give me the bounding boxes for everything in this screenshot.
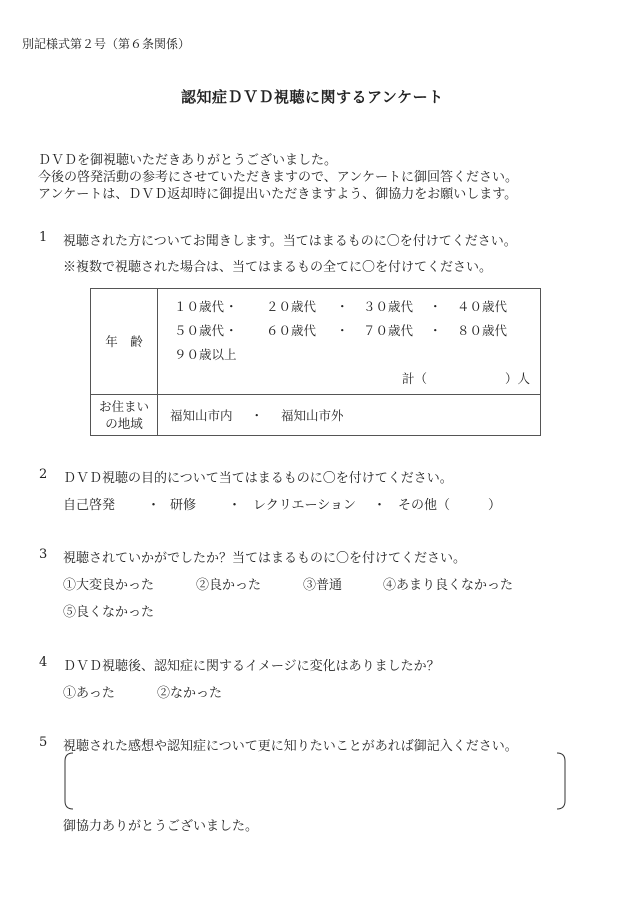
age-option[interactable]: ７０歳代	[363, 322, 414, 338]
residence-label	[91, 395, 158, 436]
intro-line-3: アンケートは、ＤＶＤ返却時に御提出いただきますよう、御協力をお願いします。	[38, 187, 518, 202]
age-total-row	[158, 369, 540, 393]
residence-label-line-1: お住まい	[98, 399, 149, 414]
page-title: 認知症ＤＶＤ視聴に関するアンケート	[181, 88, 444, 106]
q3-number: 3	[39, 547, 48, 562]
age-option[interactable]: ４０歳代	[457, 298, 508, 314]
q2-option[interactable]: 研修	[170, 498, 197, 513]
age-row-3	[158, 345, 540, 369]
age-row-1	[158, 297, 540, 321]
separator-dot: ・	[250, 408, 264, 423]
q2-number: 2	[39, 467, 48, 482]
total-suffix: ）人	[505, 370, 531, 386]
age-row-2	[158, 321, 540, 345]
separator-dot: ・	[336, 298, 349, 314]
separator-dot: ・	[429, 322, 442, 338]
age-option[interactable]: ２０歳代	[266, 298, 317, 314]
separator-dot: ・	[225, 298, 238, 314]
residence-option[interactable]: 福知山市外	[281, 408, 344, 423]
separator-dot: ・	[373, 498, 387, 513]
comment-area[interactable]	[63, 752, 567, 810]
residence-label-line-2: の地域	[105, 416, 143, 431]
q4-number: 4	[39, 655, 48, 670]
separator-dot: ・	[225, 322, 238, 338]
q2-option-other[interactable]: その他（	[398, 498, 451, 513]
q3-option[interactable]: ④あまり良くなかった	[383, 578, 514, 593]
form-id: 別記様式第２号（第６条関係）	[22, 37, 191, 51]
right-bracket	[557, 753, 565, 809]
q4-option[interactable]: ②なかった	[157, 686, 223, 701]
q3-option[interactable]: ①大変良かった	[63, 578, 155, 593]
age-option[interactable]: ９０歳以上	[174, 346, 237, 362]
q1-note: ※複数で視聴された場合は、当てはまるもの全てに〇を付けてください。	[63, 260, 493, 275]
residence-option[interactable]: 福知山市内	[170, 408, 233, 423]
separator-dot: ・	[147, 498, 161, 513]
q1-number: 1	[39, 230, 48, 245]
q1-table	[90, 288, 541, 436]
separator-dot: ・	[429, 298, 442, 314]
age-options	[158, 289, 541, 395]
total-prefix: 計（	[402, 370, 428, 386]
separator-dot: ・	[228, 498, 242, 513]
q3-option[interactable]: ③普通	[303, 578, 343, 593]
q5-text: 視聴された感想や認知症について更に知りたいことがあれば御記入ください。	[63, 739, 518, 754]
separator-dot: ・	[336, 322, 349, 338]
q2-text: ＤＶＤ視聴の目的について当てはまるものに〇を付けてください。	[63, 471, 453, 486]
age-option[interactable]: １０歳代	[174, 298, 225, 314]
intro-line-1: ＤＶＤを御視聴いただきありがとうございました。	[38, 153, 338, 168]
q3-text: 視聴されていかがでしたか？当てはまるものに〇を付けてください。	[63, 551, 467, 566]
closing-text: 御協力ありがとうございました。	[63, 819, 259, 834]
age-option[interactable]: ８０歳代	[457, 322, 508, 338]
q2-option[interactable]: 自己啓発	[63, 498, 116, 513]
q2-option-other-close: ）	[488, 498, 502, 513]
q2-option[interactable]: レクリエーション	[253, 498, 356, 513]
q4-text: ＤＶＤ視聴後、認知症に関するイメージに変化はありましたか？	[63, 659, 440, 674]
age-option[interactable]: ３０歳代	[363, 298, 414, 314]
left-bracket	[65, 753, 73, 809]
age-label: 年 齢	[91, 289, 158, 395]
age-option[interactable]: ５０歳代	[174, 322, 225, 338]
q3-option[interactable]: ⑤良くなかった	[63, 605, 155, 620]
q3-option[interactable]: ②良かった	[196, 578, 262, 593]
q5-number: 5	[39, 735, 48, 750]
q4-option[interactable]: ①あった	[63, 686, 115, 701]
intro-line-2: 今後の啓発活動の参考にさせていただきますので、アンケートに御回答ください。	[38, 170, 518, 185]
residence-options	[158, 395, 541, 436]
age-option[interactable]: ６０歳代	[266, 322, 317, 338]
q1-text: 視聴された方についてお聞きします。当てはまるものに〇を付けてください。	[63, 234, 517, 249]
